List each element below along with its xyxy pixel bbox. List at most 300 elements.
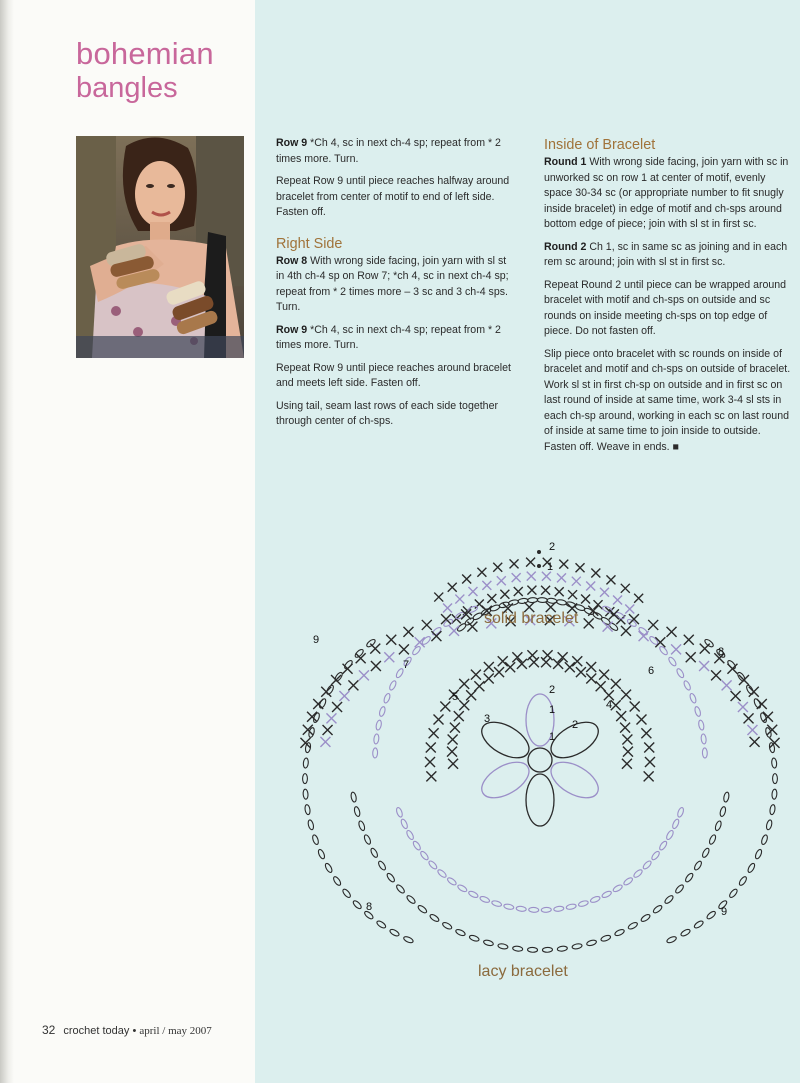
sc-stitch-symbol — [348, 680, 358, 690]
sc-stitch-symbol — [731, 691, 741, 701]
sc-stitch-symbol — [541, 586, 550, 595]
chain-stitch-symbol — [693, 860, 703, 871]
chain-stitch-symbol — [400, 818, 409, 829]
sc-stitch-symbol — [462, 575, 471, 584]
sc-stitch-symbol — [431, 631, 441, 641]
chain-stitch-symbol — [667, 656, 677, 667]
repeat-row9b-paragraph: Repeat Row 9 until piece reaches around bracelet and meets left side. Fasten off. — [276, 361, 511, 389]
chain-stitch-symbol — [421, 635, 432, 645]
sc-stitch-symbol — [447, 747, 457, 757]
sc-stitch-symbol — [307, 712, 317, 722]
sc-stitch-symbol — [461, 609, 471, 619]
sc-stitch-symbol — [553, 659, 563, 669]
sc-stitch-symbol — [448, 759, 458, 769]
sc-stitch-symbol — [498, 656, 508, 666]
row-number-label: 8 — [366, 901, 373, 913]
sc-stitch-symbol — [484, 673, 494, 683]
sc-stitch-symbol — [559, 560, 568, 569]
sc-stitch-symbol — [622, 735, 632, 745]
row-number-label: 1 — [549, 704, 556, 716]
sc-stitch-symbol — [497, 576, 506, 585]
row-number-label: 2 — [549, 684, 556, 696]
chain-stitch-symbol — [586, 939, 597, 946]
sc-stitch-symbol — [434, 593, 443, 602]
chain-stitch-symbol — [701, 847, 710, 858]
chain-stitch-symbol — [498, 943, 509, 950]
sc-stitch-symbol — [450, 723, 460, 733]
row-number-label: 3 — [484, 713, 491, 725]
chain-stitch-symbol — [377, 860, 387, 871]
chain-stitch-symbol — [702, 748, 707, 758]
sc-stitch-symbol — [744, 713, 754, 723]
sc-stitch-symbol — [343, 664, 353, 674]
chain-stitch-symbol — [761, 834, 769, 845]
sc-stitch-symbol — [526, 558, 535, 567]
sc-stitch-symbol — [613, 595, 622, 604]
chain-stitch-symbol — [373, 748, 378, 758]
sc-stitch-symbol — [671, 644, 681, 654]
solid-bracelet-caption: solid bracelet — [484, 610, 579, 627]
sc-stitch-symbol — [727, 664, 737, 674]
chain-stitch-symbol — [307, 819, 314, 830]
chain-stitch-symbol — [508, 599, 519, 606]
sc-stitch-symbol — [510, 559, 519, 568]
chain-stitch-symbol — [612, 884, 623, 893]
chain-stitch-symbol — [373, 734, 379, 745]
chain-stitch-symbol — [590, 895, 601, 903]
chain-stitch-symbol — [648, 635, 659, 645]
chain-stitch-symbol — [772, 789, 778, 799]
sc-stitch-symbol — [594, 600, 603, 609]
sc-stitch-symbol — [443, 603, 452, 612]
binding-shadow — [0, 0, 14, 1083]
row9-label: Row 9 — [276, 137, 308, 149]
instructions-column-1 — [276, 136, 516, 437]
sc-stitch-symbol — [517, 659, 527, 669]
chain-stitch-symbol — [623, 876, 634, 886]
chain-stitch-symbol — [683, 680, 692, 691]
row-number-label: 2 — [572, 719, 579, 731]
sc-stitch-symbol — [572, 577, 581, 586]
sc-stitch-symbol — [454, 711, 464, 721]
row9-paragraph — [276, 136, 516, 167]
chain-stitch-symbol — [303, 789, 309, 799]
row9b-label: Row 9 — [276, 323, 308, 336]
row-number-label: 8 — [718, 646, 725, 658]
chain-stitch-symbol — [754, 849, 763, 860]
sc-stitch-symbol — [609, 609, 619, 619]
sc-stitch-symbol — [512, 652, 522, 662]
row8-label: Row 8 — [276, 254, 308, 267]
sc-stitch-symbol — [586, 581, 595, 590]
chain-stitch-symbol — [379, 706, 387, 717]
sc-stitch-symbol — [584, 618, 594, 628]
chain-stitch-symbol — [483, 939, 494, 946]
sc-stitch-symbol — [603, 622, 613, 632]
chain-stitch-symbol — [693, 920, 704, 930]
chain-stitch-symbol — [304, 804, 310, 815]
lacy-bracelet-caption: lacy bracelet — [478, 963, 568, 980]
sc-stitch-symbol — [655, 637, 665, 647]
sc-stitch-symbol — [371, 661, 381, 671]
sc-stitch-symbol — [448, 735, 458, 745]
sc-stitch-symbol — [686, 652, 696, 662]
chain-stitch-symbol — [518, 598, 529, 604]
sc-stitch-symbol — [542, 572, 551, 581]
instructions-column-2 — [544, 136, 792, 462]
sc-stitch-symbol — [440, 702, 450, 712]
sc-stitch-symbol — [313, 699, 323, 709]
round2-paragraph — [544, 240, 792, 271]
sc-stitch-symbol — [591, 568, 600, 577]
chain-stitch-symbol — [412, 840, 422, 851]
sc-stitch-symbol — [467, 622, 477, 632]
chain-stitch-symbol — [554, 906, 565, 912]
end-mark: ■ — [672, 440, 679, 453]
sc-stitch-symbol — [471, 670, 481, 680]
sc-stitch-symbol — [403, 627, 413, 637]
chain-stitch-symbol — [529, 907, 539, 912]
chain-stitch-symbol — [698, 720, 705, 731]
chain-stitch-symbol — [332, 876, 342, 887]
row8-paragraph — [276, 254, 516, 316]
sc-stitch-symbol — [321, 687, 331, 697]
inner-lower-chain — [395, 807, 684, 913]
chain-stitch-symbol — [677, 807, 685, 818]
chain-stitch-symbol — [516, 906, 527, 912]
chain-stitch-symbol — [706, 910, 717, 920]
chain-stitch-symbol — [406, 829, 415, 840]
footer-bullet: • — [132, 1025, 137, 1037]
chain-stitch-symbol — [395, 884, 405, 895]
left-side-chain — [303, 638, 414, 944]
sc-stitch-symbol — [611, 679, 621, 689]
page-footer — [42, 1023, 212, 1037]
sc-stitch-symbol — [572, 656, 582, 666]
row-number-label: 6 — [648, 665, 655, 677]
chain-stitch-symbol — [527, 947, 537, 952]
chain-stitch-symbol — [738, 876, 748, 887]
chain-stitch-symbol — [353, 806, 360, 817]
sc-stitch-symbol — [586, 673, 596, 683]
row-number-label: 7 — [403, 659, 410, 671]
sc-stitch-symbol — [332, 702, 342, 712]
sc-stitch-symbol — [586, 662, 596, 672]
sc-stitch-symbol — [684, 635, 694, 645]
chain-stitch-symbol — [317, 849, 326, 860]
chain-stitch-symbol — [455, 928, 466, 937]
chain-stitch-symbol — [528, 597, 538, 602]
sc-stitch-symbol — [494, 667, 504, 677]
row-number-label: 5 — [452, 691, 459, 703]
chain-stitch-symbol — [652, 904, 663, 914]
sc-stitch-symbol — [621, 584, 630, 593]
slip-stitch-symbol — [537, 550, 541, 554]
chain-stitch-symbol — [403, 935, 414, 943]
chain-stitch-symbol — [704, 638, 715, 648]
chain-stitch-symbol — [745, 684, 754, 695]
chain-stitch-symbol — [443, 618, 454, 628]
sc-stitch-symbol — [599, 670, 609, 680]
sc-stitch-symbol — [468, 587, 477, 596]
sc-stitch-symbol — [426, 742, 436, 752]
round1-label: Round 1 — [544, 156, 587, 168]
chain-stitch-symbol — [542, 947, 552, 952]
sc-stitch-symbol — [622, 759, 632, 769]
chain-stitch-symbol — [417, 904, 428, 914]
slip-piece-paragraph — [544, 347, 792, 456]
sc-stitch-symbol — [459, 679, 469, 689]
slip-piece-text: Slip piece onto bracelet with sc rounds on inside of bracelet and motif and ch-sps on outside of bracelet. Work sl st in first ch-sp on outside and in first sc on last round of inside at same time, work 3-4 sl sts in each ch-sp around, working in each sc on last round of inside at same time to join inside to outside. Fasten off. Weave in ends. — [544, 347, 791, 453]
chain-stitch-symbol — [491, 900, 502, 907]
sc-stitch-symbol — [620, 723, 630, 733]
outer-lower-chain — [350, 792, 729, 953]
sc-stitch-symbol — [505, 662, 515, 672]
chain-stitch-symbol — [541, 907, 551, 912]
sc-stitch-symbol — [529, 657, 539, 667]
chain-stitch-symbol — [747, 862, 756, 873]
chain-stitch-symbol — [358, 820, 366, 831]
sc-stitch-symbol — [616, 711, 626, 721]
chain-stitch-symbol — [671, 818, 680, 829]
chain-stitch-symbol — [370, 847, 379, 858]
sc-stitch-symbol — [455, 595, 464, 604]
sc-stitch-symbol — [303, 725, 313, 735]
chain-stitch-symbol — [512, 946, 522, 952]
chain-stitch-symbol — [572, 943, 583, 950]
chain-stitch-symbol — [556, 599, 567, 606]
chain-stitch-symbol — [428, 860, 438, 871]
sc-stitch-symbol — [477, 568, 486, 577]
row-number-label: 4 — [606, 699, 613, 711]
chain-stitch-symbol — [719, 806, 726, 817]
right-side-chain — [666, 638, 777, 944]
sc-stitch-symbol — [466, 690, 476, 700]
sc-stitch-symbol — [487, 594, 496, 603]
page-title-line2: bangles — [76, 72, 178, 104]
sc-stitch-symbol — [434, 715, 444, 725]
row9b-paragraph — [276, 323, 516, 354]
page-title-line1: bohemian — [76, 36, 214, 71]
sc-stitch-symbol — [596, 681, 606, 691]
chain-stitch-symbol — [383, 693, 391, 704]
row8-text: With wrong side facing, join yarn with sl st in 4th ch-4 sp on Row 7; *ch 4, sc in next ch-4 sp; repeat from * 2 times more – 3 sc and 3 ch-4 sps. Turn. — [276, 254, 509, 313]
sc-stitch-symbol — [606, 575, 615, 584]
round2-text: Ch 1, sc in same sc as joining and in each rem sc around; join with sl st in first sc. — [544, 240, 788, 268]
motif-center-ring — [528, 748, 552, 772]
chain-stitch-symbol — [386, 872, 396, 883]
row-number-label: 9 — [313, 634, 320, 646]
chain-stitch-symbol — [723, 792, 730, 803]
sc-stitch-symbol — [738, 702, 748, 712]
sc-stitch-symbol — [621, 626, 631, 636]
row-number-label: 2 — [549, 541, 556, 553]
chain-stitch-symbol — [676, 668, 685, 679]
sc-stitch-symbol — [757, 699, 767, 709]
sc-stitch-symbol — [722, 680, 732, 690]
chain-stitch-symbol — [352, 899, 362, 909]
lacy-bracelet-chart — [300, 602, 779, 952]
chain-stitch-symbol — [708, 834, 717, 845]
chain-stitch-symbol — [627, 921, 638, 930]
sc-stitch-symbol — [527, 586, 536, 595]
chain-stitch-symbol — [769, 804, 775, 815]
sc-stitch-symbol — [639, 631, 649, 641]
chain-stitch-symbol — [375, 720, 382, 731]
chain-stitch-symbol — [366, 638, 377, 648]
sc-stitch-symbol — [747, 725, 757, 735]
chain-stitch-symbol — [537, 597, 547, 602]
sc-stitch-symbol — [320, 737, 330, 747]
issue-date: april / may 2007 — [139, 1025, 212, 1037]
sc-stitch-symbol — [565, 662, 575, 672]
chain-stitch-symbol — [457, 884, 468, 893]
sc-stitch-symbol — [339, 691, 349, 701]
sc-stitch-symbol — [621, 690, 631, 700]
chain-stitch-symbol — [771, 758, 777, 768]
chain-stitch-symbol — [658, 840, 668, 851]
right-side-heading: Right Side — [276, 235, 343, 252]
sc-stitch-symbol — [386, 635, 396, 645]
row9b-text: *Ch 4, sc in next ch-4 sp; repeat from * 2 times more. Turn. — [276, 323, 501, 351]
sc-stitch-symbol — [448, 583, 457, 592]
chain-stitch-symbol — [714, 820, 722, 831]
chain-stitch-symbol — [684, 872, 694, 883]
chain-stitch-symbol — [600, 934, 611, 942]
chain-stitch-symbol — [658, 645, 668, 656]
chain-stitch-symbol — [566, 903, 577, 910]
chain-stitch-symbol — [674, 884, 684, 895]
sc-stitch-symbol — [667, 627, 677, 637]
chain-stitch-symbol — [429, 913, 440, 923]
chain-stitch-symbol — [406, 894, 417, 904]
chain-stitch-symbol — [325, 684, 334, 695]
round1-paragraph — [544, 155, 792, 233]
sc-stitch-symbol — [555, 587, 564, 596]
chain-stitch-symbol — [395, 807, 403, 818]
sc-stitch-symbol — [711, 670, 721, 680]
sc-stitch-symbol — [326, 713, 336, 723]
sc-stitch-symbol — [323, 725, 333, 735]
sc-stitch-symbol — [699, 661, 709, 671]
chain-stitch-symbol — [614, 928, 625, 937]
sc-stitch-symbol — [644, 771, 654, 781]
chain-stitch-symbol — [728, 888, 738, 899]
round2-label: Round 2 — [544, 240, 587, 253]
sc-stitch-symbol — [500, 590, 509, 599]
row-number-label: 9 — [721, 906, 728, 918]
repeat-round2-paragraph: Repeat Round 2 until piece can be wrapped around bracelet with motif and ch-sps on outside and sc rounds on inside meeting ch-sps on top edge of piece. Do not fasten off. — [544, 278, 787, 337]
sc-stitch-symbol — [359, 670, 369, 680]
chain-stitch-symbol — [363, 834, 372, 845]
chain-stitch-symbol — [376, 920, 387, 930]
chain-stitch-symbol — [411, 645, 421, 656]
chain-stitch-symbol — [342, 888, 352, 899]
chain-stitch-symbol — [666, 935, 677, 943]
row-number-label: 1 — [549, 731, 556, 743]
row9-text: *Ch 4, sc in next ch-4 sp; repeat from * 2 times more. Turn. — [276, 137, 501, 165]
sc-stitch-symbol — [576, 667, 586, 677]
chain-stitch-symbol — [442, 921, 453, 930]
sc-stitch-symbol — [634, 594, 643, 603]
sc-stitch-symbol — [422, 620, 432, 630]
sc-stitch-symbol — [482, 581, 491, 590]
chain-stitch-symbol — [303, 758, 309, 768]
sc-stitch-symbol — [636, 715, 646, 725]
sc-stitch-symbol — [514, 587, 523, 596]
sc-stitch-symbol — [557, 573, 566, 582]
chain-stitch-symbol — [578, 900, 589, 907]
sc-stitch-symbol — [611, 700, 621, 710]
sc-stitch-symbol — [474, 681, 484, 691]
chain-stitch-symbol — [694, 706, 702, 717]
sc-stitch-symbol — [623, 747, 633, 757]
sc-stitch-symbol — [576, 563, 585, 572]
chain-stitch-symbol — [665, 829, 674, 840]
chain-stitch-symbol — [689, 693, 697, 704]
chain-stitch-symbol — [642, 860, 652, 871]
chain-stitch-symbol — [312, 834, 320, 845]
chain-stitch-symbol — [773, 774, 778, 784]
model-photo — [76, 136, 244, 358]
sc-stitch-symbol — [568, 590, 577, 599]
sc-stitch-symbol — [399, 644, 409, 654]
chain-stitch-symbol — [446, 876, 457, 886]
sc-stitch-symbol — [543, 650, 553, 660]
repeat-row9-paragraph: Repeat Row 9 until piece reaches halfway around bracelet from center of motif to end of left side. Fasten off. — [276, 175, 510, 218]
sc-stitch-symbol — [429, 728, 439, 738]
sc-stitch-symbol — [600, 588, 609, 597]
sc-stitch-symbol — [425, 757, 435, 767]
sc-stitch-symbol — [512, 573, 521, 582]
motif-petal — [526, 774, 554, 826]
slip-stitch-symbol — [537, 564, 541, 568]
chain-stitch-symbol — [389, 928, 400, 937]
chain-stitch-symbol — [640, 913, 651, 923]
chain-stitch-symbol — [469, 934, 480, 942]
sc-stitch-symbol — [750, 737, 760, 747]
sc-stitch-symbol — [426, 771, 436, 781]
magazine-name: crochet today — [63, 1025, 130, 1037]
sc-stitch-symbol — [493, 563, 502, 572]
sc-stitch-symbol — [630, 702, 640, 712]
chain-stitch-symbol — [680, 928, 691, 937]
sc-stitch-symbol — [541, 657, 551, 667]
chain-stitch-symbol — [419, 850, 429, 861]
sc-stitch-symbol — [644, 742, 654, 752]
row-number-label: 1 — [547, 561, 554, 573]
inside-bracelet-heading: Inside of Bracelet — [544, 137, 656, 153]
sc-stitch-symbol — [527, 572, 536, 581]
chain-stitch-symbol — [350, 792, 357, 803]
chain-stitch-symbol — [437, 868, 448, 878]
chain-stitch-symbol — [303, 774, 308, 784]
sc-stitch-symbol — [648, 620, 658, 630]
sc-stitch-symbol — [625, 605, 634, 614]
chain-stitch-symbol — [766, 819, 773, 830]
sc-stitch-symbol — [415, 637, 425, 647]
sc-stitch-symbol — [581, 595, 590, 604]
chain-stitch-symbol — [626, 618, 637, 628]
sc-stitch-symbol — [459, 700, 469, 710]
chain-stitch-symbol — [324, 862, 333, 873]
sc-stitch-symbol — [645, 757, 655, 767]
sc-stitch-symbol — [749, 687, 759, 697]
chain-stitch-symbol — [503, 903, 514, 910]
chain-stitch-symbol — [479, 895, 490, 903]
chain-stitch-symbol — [388, 680, 397, 691]
page-number: 32 — [42, 1023, 56, 1037]
